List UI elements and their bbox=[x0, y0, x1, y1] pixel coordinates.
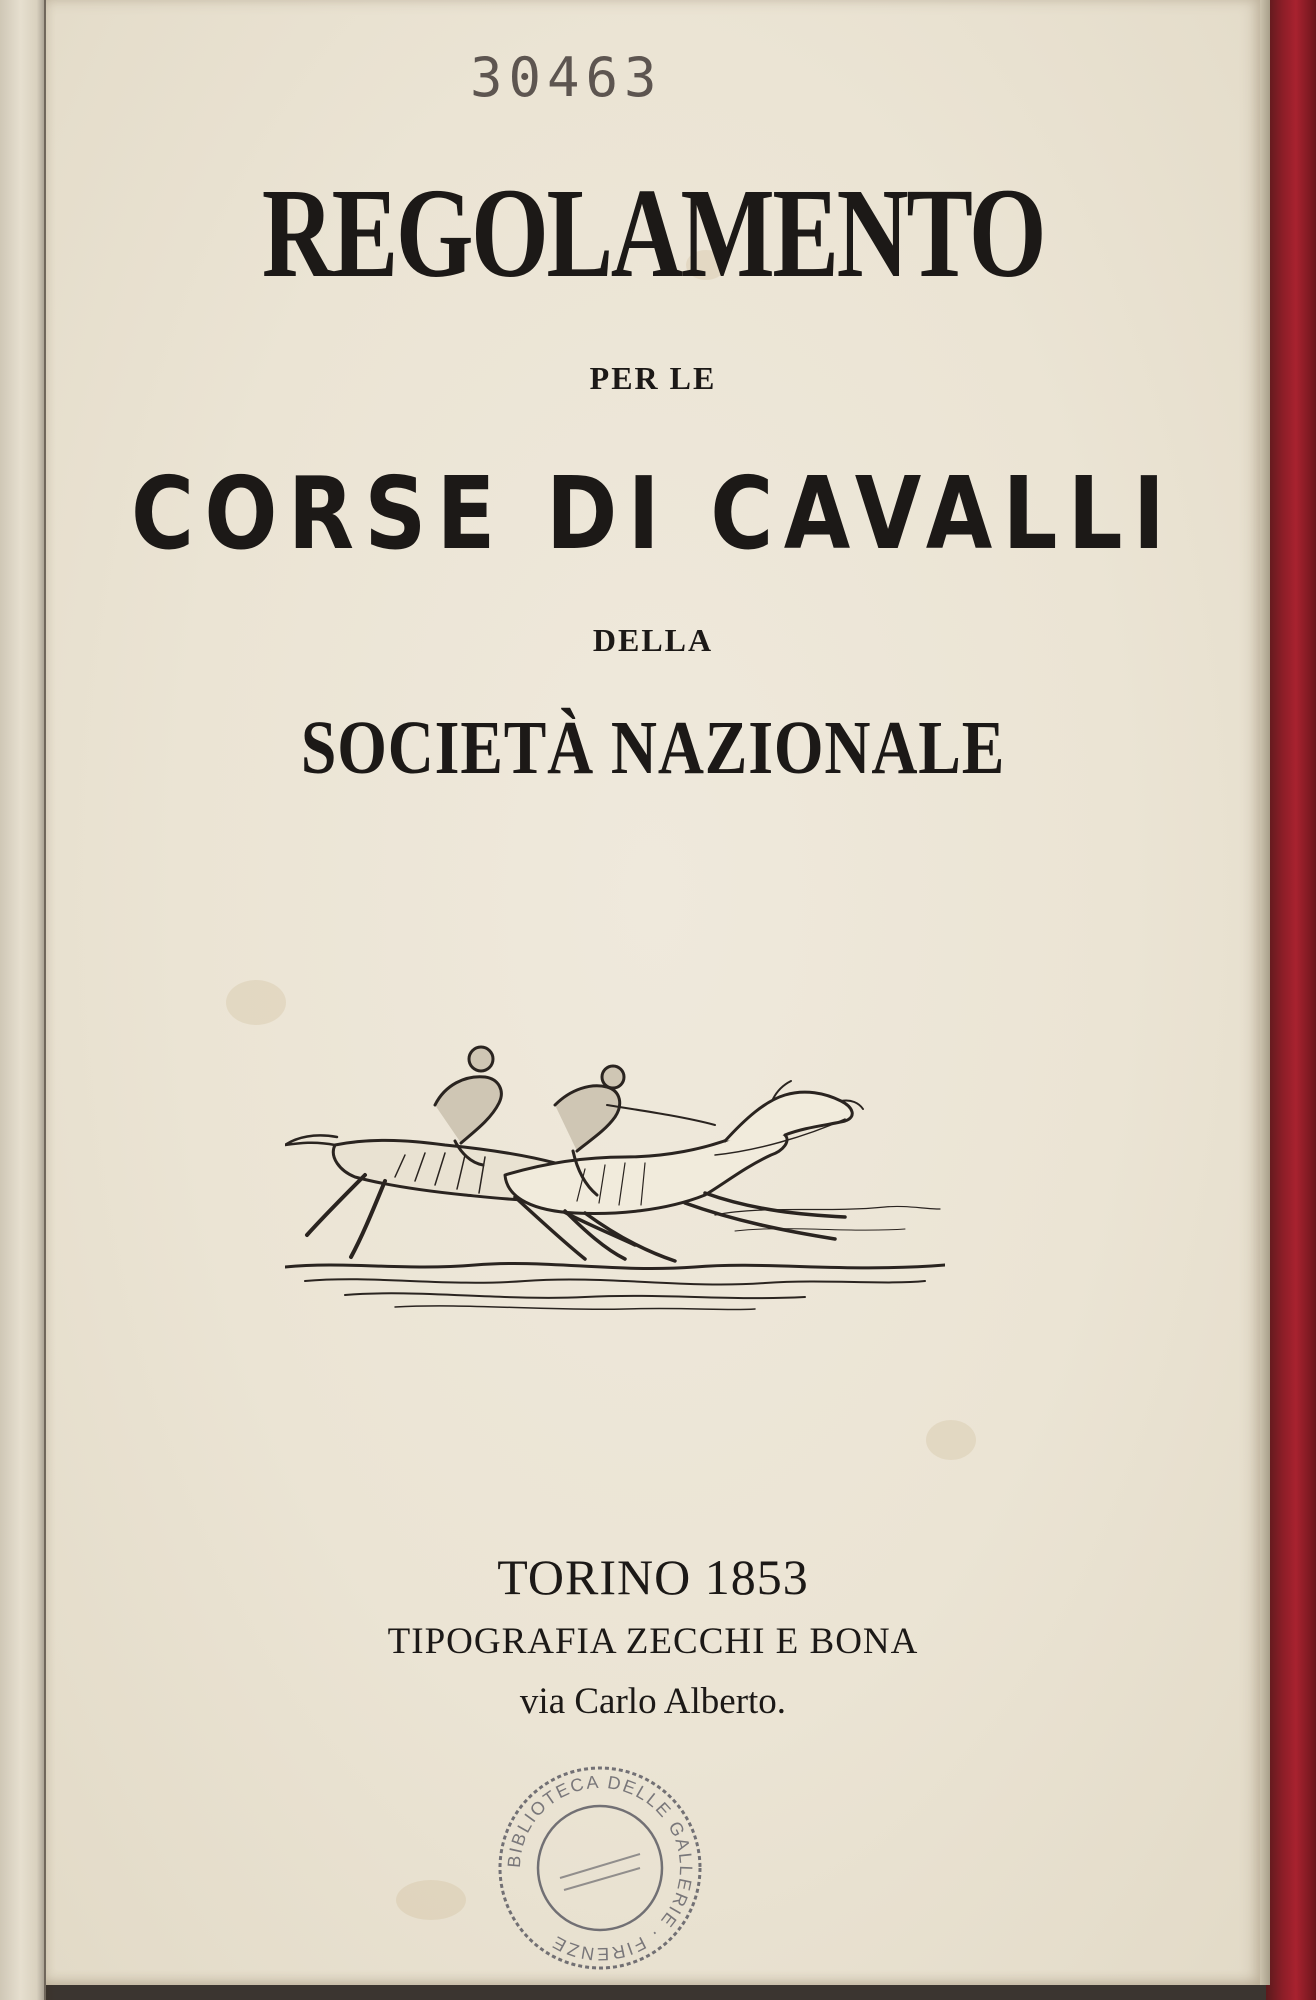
library-stamp-icon bbox=[490, 1758, 710, 1978]
page-fore-edge bbox=[1260, 0, 1270, 1985]
imprint-address: via Carlo Alberto. bbox=[519, 1681, 787, 1722]
imprint-city-year: TORINO 1853 bbox=[497, 1549, 809, 1605]
foxing-spot bbox=[926, 1420, 976, 1460]
adjacent-page-edge bbox=[0, 0, 46, 2000]
stamp-text: BIBLIOTECA DELLE GALLERIE · FIRENZE bbox=[503, 1771, 697, 1965]
title-connector-della: DELLA bbox=[592, 622, 714, 658]
foxing-spot bbox=[226, 980, 286, 1025]
title-societa-nazionale: SOCIETÀ NAZIONALE bbox=[300, 706, 1006, 790]
horse-race-engraving-icon bbox=[285, 1045, 945, 1345]
imprint-printer: TIPOGRAFIA ZECCHI E BONA bbox=[387, 1621, 919, 1662]
red-binding-edge bbox=[1266, 0, 1316, 2000]
title-connector-per-le: PER LE bbox=[589, 360, 717, 396]
svg-text:BIBLIOTECA DELLE GALLERIE · FI bbox=[504, 1772, 696, 1964]
shelfmark-number: 30463 bbox=[470, 46, 663, 109]
title-corse-di-cavalli: CORSE DI CAVALLI bbox=[130, 455, 1176, 572]
title-regolamento: REGOLAMENTO bbox=[261, 162, 1045, 304]
foxing-spot bbox=[396, 1880, 466, 1920]
